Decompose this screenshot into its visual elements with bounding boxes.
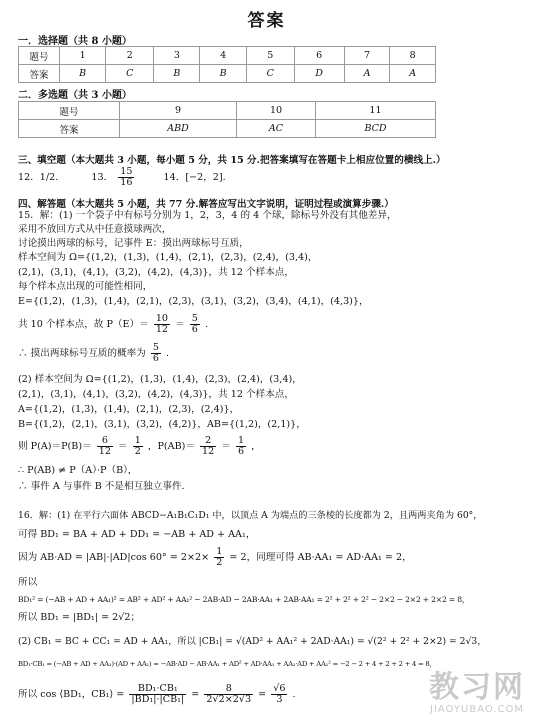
table-cell: B	[60, 65, 106, 83]
q15-line	[18, 312, 208, 338]
q16-line: 所以	[18, 577, 38, 588]
numerator: 1	[237, 435, 245, 446]
q16-line: BD₁² = (−AB + AD + AA₁)² = AB² + AD² + AA₁² − 2AB·AD − 2AB·AA₁ + 2AB·AA₁ = 2² + 2² + 2² − 2×2 − 2×2 + 2×2 = 8，	[18, 595, 470, 604]
table-cell: A	[344, 65, 390, 83]
fraction	[97, 436, 113, 457]
text: .	[292, 689, 296, 700]
q15-line: (2) 样本空间为 Ω={(1,2)，(1,3)，(1,4)，(2,3)，(2,4)，(3,4)，	[18, 374, 302, 385]
text: = 2，同理可得 AB·AA₁ = AD·AA₁ = 2，	[229, 552, 412, 563]
text: ＝	[175, 319, 185, 330]
text: ∴ 摸出两球标号互质的概率为	[18, 348, 146, 359]
q15-line: B={(1,2)，(2,1)，(3,1)，(3,2)，(4,2)}，AB={(1,2)，(2,1)}，	[18, 419, 306, 430]
q14-answer: 14．[−2，2]．	[163, 172, 233, 183]
denominator: 6	[237, 446, 245, 457]
section-1-heading: 一．选择题（共 8 小题）	[18, 36, 132, 47]
text: .	[166, 348, 170, 359]
q15-line	[18, 434, 261, 460]
table-header-cell: 答案	[19, 65, 60, 83]
q15-line: A={(1,2)，(1,3)，(1,4)，(2,1)，(2,3)，(2,4)}，	[18, 404, 240, 415]
table-cell: BCD	[315, 120, 435, 138]
section-2-heading: 二．多选题（共 3 小题）	[18, 90, 132, 101]
section-4-heading: 四、解答题（本大题共 5 小题，共 77 分.解答应写出文字说明，证明过程或演算步骤.）	[18, 199, 394, 210]
text: ＝	[118, 441, 128, 452]
table-row	[19, 65, 436, 83]
fraction	[214, 547, 224, 568]
watermark-logo	[429, 672, 525, 715]
denominator: 2√2×2√3	[206, 694, 252, 705]
fraction	[204, 684, 253, 705]
q15-line: 样本空间为 Ω={(1,2)，(1,3)，(1,4)，(2,1)，(2,3)，(2,4)，(3,4)，	[18, 252, 318, 263]
multi-answer-table	[18, 101, 436, 138]
table-header-cell: 题号	[19, 102, 120, 120]
q15-line: (2,1)，(3,1)，(4,1)，(3,2)，(4,2)，(4,3)}，共 12 个样本点，	[18, 267, 294, 278]
table-header-cell: 题号	[19, 47, 60, 65]
section-3-heading: 三、填空题（本大题共 3 小题，每小题 5 分，共 15 分.把答案填写在答题卡上相应位置的横线上.）	[18, 155, 446, 166]
fraction	[271, 684, 287, 705]
table-cell: 5	[246, 47, 294, 65]
text: 共 10 个样本点，故 P（E）＝	[18, 319, 149, 330]
q15-line: (2,1)，(3,1)，(4,1)，(3,2)，(4,2)，(4,3)}，共 12 个样本点，	[18, 389, 294, 400]
watermark-text: 教习网	[429, 670, 525, 705]
numerator: 10	[155, 313, 169, 324]
table-cell: C	[106, 65, 154, 83]
table-row	[19, 47, 436, 65]
numerator: BD₁·CB₁	[129, 684, 186, 695]
table-cell: C	[246, 65, 294, 83]
table-cell: 1	[60, 47, 106, 65]
numerator: 8	[204, 684, 253, 695]
table-cell: ABD	[120, 120, 237, 138]
fraction	[129, 684, 186, 705]
denominator: 2	[216, 557, 223, 568]
q15-line	[18, 342, 169, 366]
denominator: 6	[191, 324, 198, 335]
text: .	[204, 319, 208, 330]
q15-line: 讨论摸出两球的标号，记事件 E：摸出两球标号互质，	[18, 238, 249, 249]
text: ＝	[221, 441, 231, 452]
text: 所以 cos ⟨BD₁，CB₁⟩ =	[18, 689, 125, 700]
watermark-url: JIAOYUBAO.COM	[430, 704, 524, 715]
q16-line: 可得 BD₁ = BA + AD + DD₁ = −AB + AD + AA₁，	[18, 529, 256, 540]
numerator: √6	[273, 683, 286, 694]
q15-line: ∴ P(AB) ≠ P（A）·P（B），	[18, 465, 138, 476]
denominator: 2	[134, 446, 141, 457]
q15-line: 采用不放回方式从中任意摸球两次，	[18, 224, 172, 235]
denominator: |BD₁|·|CB₁|	[131, 694, 185, 705]
denominator: 12	[202, 446, 215, 457]
numerator: 15	[120, 166, 133, 177]
text: ，	[251, 441, 261, 452]
table-cell: AC	[237, 120, 316, 138]
denominator: 12	[98, 446, 111, 457]
q16-line: 所以 BD₁ = |BD₁| = 2√2；	[18, 612, 141, 623]
fraction	[133, 436, 143, 457]
fraction	[151, 343, 161, 364]
page-title: 答案	[247, 11, 286, 31]
fraction	[236, 436, 246, 457]
fraction	[190, 314, 200, 335]
q13-label: 13．	[91, 172, 114, 183]
denominator: 3	[276, 694, 283, 705]
table-row	[19, 120, 436, 138]
numerator: 1	[216, 546, 223, 557]
numerator: 1	[134, 435, 141, 446]
fraction	[154, 314, 170, 335]
table-cell: A	[390, 65, 436, 83]
q15-line: ∴ 事件 A 与事件 B 不是相互独立事件.	[18, 481, 185, 492]
q15-line: 15．解：(1) 一个袋子中有标号分别为 1，2，3，4 的 4 个球，除标号外没有其他差异，	[18, 210, 397, 221]
q15-line: 每个样本点出现的可能性相同，	[18, 281, 153, 292]
table-cell: 4	[200, 47, 246, 65]
text: =	[191, 689, 200, 700]
text: 因为 AB·AD = |AB|·|AD|cos 60° = 2×2×	[18, 552, 210, 563]
numerator: 6	[97, 436, 113, 447]
table-cell: 7	[344, 47, 390, 65]
q16-line: (2) CB₁ = BC + CC₁ = AD + AA₁，所以 |CB₁| = √(AD² + AA₁² + 2AD·AA₁) = √(2² + 2² + 2×2) = 2√3，	[18, 636, 487, 647]
table-cell: 11	[315, 102, 435, 120]
table-cell: 9	[120, 102, 237, 120]
text: ，P(AB)＝	[147, 441, 195, 452]
q16-line	[18, 681, 296, 709]
q16-line: BD₁·CB₁ = (−AB + AD + AA₁)·(AD + AA₁) = −AB·AD − AB·AA₁ + AD² + AD·AA₁ + AA₁·AD + AA₁² = −2 − 2 + 4 + 2 + 2 + 4 = 8，	[18, 660, 437, 668]
table-cell: B	[154, 65, 200, 83]
table-cell: 6	[294, 47, 344, 65]
table-cell: 3	[154, 47, 200, 65]
q12-answer: 12．1/2.	[18, 172, 59, 183]
q13-fraction	[118, 167, 134, 188]
numerator: 5	[152, 342, 159, 353]
denominator: 16	[120, 177, 133, 188]
denominator: 6	[152, 353, 159, 364]
numerator: 2	[200, 436, 216, 447]
table-header-cell: 答案	[19, 120, 120, 138]
numerator: 5	[191, 313, 198, 324]
mc-answer-table	[18, 46, 436, 83]
fraction	[200, 436, 216, 457]
table-cell: 10	[237, 102, 316, 120]
q16-line	[18, 545, 412, 571]
text: 则 P(A)＝P(B)＝	[18, 441, 92, 452]
fill-answers	[18, 166, 232, 190]
table-row	[19, 102, 436, 120]
q16-line: 16．解：(1) 在平行六面体 ABCD−A₁B₁C₁D₁ 中，以顶点 A 为端点的三条棱的长度都为 2，且两两夹角为 60°，	[18, 510, 483, 521]
table-cell: 8	[390, 47, 436, 65]
denominator: 12	[155, 324, 169, 335]
q15-line: E={(1,2)，(1,3)，(1,4)，(2,1)，(2,3)，(3,1)，(3,2)，(3,4)，(4,1)，(4,3)}，	[18, 296, 369, 307]
table-cell: B	[200, 65, 246, 83]
table-cell: 2	[106, 47, 154, 65]
text: =	[258, 689, 267, 700]
table-cell: D	[294, 65, 344, 83]
